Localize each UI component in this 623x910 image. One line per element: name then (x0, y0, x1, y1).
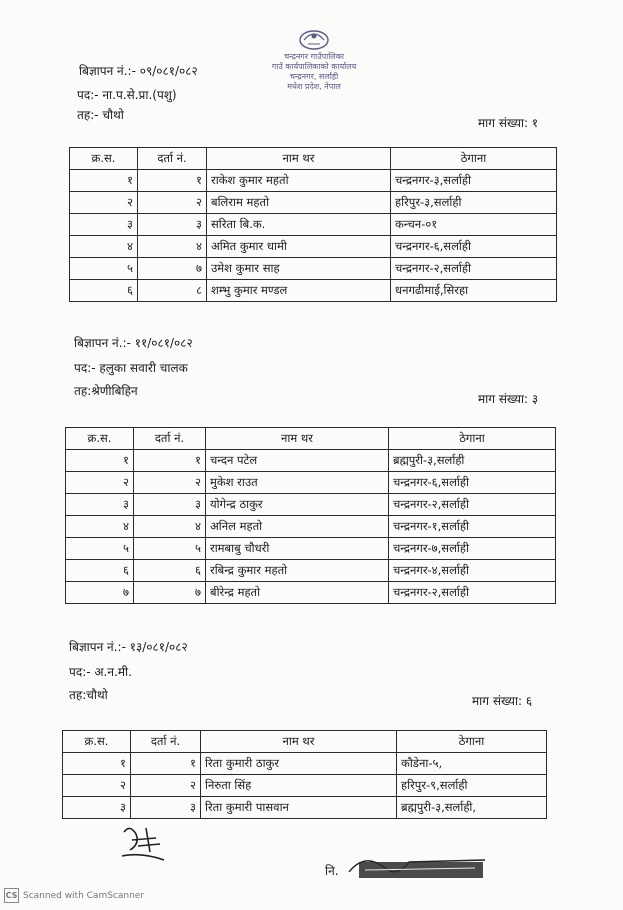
table-row (66, 472, 556, 494)
candidate-address: चन्द्रनगर-७,सर्लाही (389, 538, 556, 560)
seal-line-3: चन्द्रनगर, सर्लाही (289, 72, 339, 81)
seal-line-4: मधेश प्रदेश, नेपाल (287, 82, 341, 91)
candidate-address: चन्द्रनगर-१,सर्लाही (389, 516, 556, 538)
signature-left (116, 822, 172, 868)
table-header-row (70, 148, 557, 170)
serial-number: ४ (70, 236, 138, 258)
candidate-name: राकेश कुमार महतो (207, 170, 391, 192)
candidate-name: रिता कुमारी ठाकुर (201, 753, 397, 775)
serial-number: २ (63, 775, 131, 797)
table-row (70, 192, 557, 214)
registration-number: ३ (134, 494, 206, 516)
registration-number: १ (138, 170, 207, 192)
candidate-name: योगेन्द्र ठाकुर (206, 494, 389, 516)
post-title: पद:- हलुका सवारी चालक (74, 361, 188, 375)
candidate-address: कौडेना-५, (397, 753, 547, 775)
emblem-icon (294, 26, 334, 52)
advertisement-number: बिज्ञापन नं.:- ०९/०८१/०८२ (79, 64, 198, 78)
candidate-address: चन्द्रनगर-२,सर्लाही (389, 494, 556, 516)
registration-number: २ (134, 472, 206, 494)
candidate-address: चन्द्रनगर-४,सर्लाही (389, 560, 556, 582)
table-row (70, 236, 557, 258)
camscanner-logo-icon: CS (4, 888, 19, 903)
column-header-name: नाम थर (207, 148, 391, 170)
demand-count: माग संख्या: ६ (472, 694, 533, 708)
candidate-table-3 (62, 730, 547, 819)
post-title: पद:- ना.प.से.प्रा.(पशु) (77, 88, 177, 102)
serial-number: ६ (66, 560, 134, 582)
registration-number: ३ (131, 797, 201, 819)
table-row (66, 516, 556, 538)
candidate-address: कन्चन-०१ (391, 214, 557, 236)
signature-right (345, 848, 495, 884)
table-row (70, 280, 557, 302)
candidate-name: निरुता सिंह (201, 775, 397, 797)
level: तह:- चौथो (77, 108, 124, 122)
table-row (66, 538, 556, 560)
candidate-address: धनगढीमाई,सिरहा (391, 280, 557, 302)
candidate-name: शम्भु कुमार मण्डल (207, 280, 391, 302)
table-row (66, 494, 556, 516)
table-row (63, 797, 547, 819)
candidate-address: ब्रह्मपुरी-३,सर्लाही, (397, 797, 547, 819)
candidate-address: चन्द्रनगर-६,सर्लाही (391, 236, 557, 258)
demand-count: माग संख्या: ३ (478, 392, 539, 406)
registration-number: १ (134, 450, 206, 472)
level: तह:श्रेणीबिहिन (74, 384, 138, 398)
candidate-address: चन्द्रनगर-६,सर्लाही (389, 472, 556, 494)
table-row (66, 582, 556, 604)
serial-number: ७ (66, 582, 134, 604)
candidate-address: चन्द्रनगर-२,सर्लाही (391, 258, 557, 280)
registration-number: १ (131, 753, 201, 775)
candidate-name: मुकेश राउत (206, 472, 389, 494)
candidate-name: रबिन्द्र कुमार महतो (206, 560, 389, 582)
candidate-address: चन्द्रनगर-३,सर्लाही (391, 170, 557, 192)
seal-line-1: चन्द्रनगर गाउँपालिका (284, 52, 344, 61)
candidate-name: रिता कुमारी पासवान (201, 797, 397, 819)
registration-number: ४ (134, 516, 206, 538)
candidate-address: ब्रह्मपुरी-३,सर्लाही (389, 450, 556, 472)
table-row (70, 170, 557, 192)
serial-number: ३ (63, 797, 131, 819)
candidate-name: चन्दन पटेल (206, 450, 389, 472)
serial-number: १ (66, 450, 134, 472)
table-row (70, 258, 557, 280)
registration-number: ६ (134, 560, 206, 582)
candidate-table-2 (65, 427, 556, 604)
serial-number: ३ (70, 214, 138, 236)
candidate-name: उमेश कुमार साह (207, 258, 391, 280)
serial-number: २ (66, 472, 134, 494)
scanner-text: Scanned with CamScanner (23, 890, 145, 901)
advertisement-number: बिज्ञापन नं.:- १३/०८१/०८२ (69, 640, 188, 654)
column-header-address: ठेगाना (389, 428, 556, 450)
column-header-registration: दर्ता नं. (131, 731, 201, 753)
table-header-row (66, 428, 556, 450)
registration-number: ७ (138, 258, 207, 280)
registration-number: ७ (134, 582, 206, 604)
column-header-registration: दर्ता नं. (134, 428, 206, 450)
serial-number: ६ (70, 280, 138, 302)
registration-number: ४ (138, 236, 207, 258)
column-header-name: नाम थर (201, 731, 397, 753)
table-row (70, 214, 557, 236)
serial-number: ४ (66, 516, 134, 538)
candidate-address: हरिपुर-९,सर्लाही (397, 775, 547, 797)
advertisement-number: बिज्ञापन नं.:- ११/०८१/०८२ (74, 336, 193, 350)
column-header-serial: क्र.स. (63, 731, 131, 753)
table-row (66, 560, 556, 582)
candidate-name: रामबाबु चौधरी (206, 538, 389, 560)
candidate-name: अमित कुमार धामी (207, 236, 391, 258)
column-header-address: ठेगाना (397, 731, 547, 753)
office-seal (268, 26, 360, 120)
column-header-address: ठेगाना (391, 148, 557, 170)
demand-count: माग संख्या: १ (478, 116, 539, 130)
serial-number: ५ (66, 538, 134, 560)
registration-number: ५ (134, 538, 206, 560)
candidate-name: अनिल महतो (206, 516, 389, 538)
serial-number: ५ (70, 258, 138, 280)
serial-number: २ (70, 192, 138, 214)
registration-number: २ (131, 775, 201, 797)
registration-number: २ (138, 192, 207, 214)
column-header-serial: क्र.स. (66, 428, 134, 450)
table-row (63, 753, 547, 775)
table-row (63, 775, 547, 797)
column-header-serial: क्र.स. (70, 148, 138, 170)
column-header-registration: दर्ता नं. (138, 148, 207, 170)
registration-number: ८ (138, 280, 207, 302)
candidate-address: हरिपुर-३,सर्लाही (391, 192, 557, 214)
signature-label: नि. (325, 864, 339, 878)
table-row (66, 450, 556, 472)
candidate-table-1 (69, 147, 557, 302)
registration-number: ३ (138, 214, 207, 236)
scanner-footer (0, 888, 144, 903)
seal-line-2: गाउँ कार्यपालिकाको कार्यालय (271, 62, 357, 71)
serial-number: १ (70, 170, 138, 192)
candidate-name: बीरेन्द्र महतो (206, 582, 389, 604)
post-title: पद:- अ.न.मी. (69, 665, 132, 679)
column-header-name: नाम थर (206, 428, 389, 450)
candidate-name: सरिता बि.क. (207, 214, 391, 236)
candidate-address: चन्द्रनगर-२,सर्लाही (389, 582, 556, 604)
candidate-name: बलिराम महतो (207, 192, 391, 214)
table-header-row (63, 731, 547, 753)
serial-number: १ (63, 753, 131, 775)
level: तह:चौथो (69, 688, 108, 702)
serial-number: ३ (66, 494, 134, 516)
